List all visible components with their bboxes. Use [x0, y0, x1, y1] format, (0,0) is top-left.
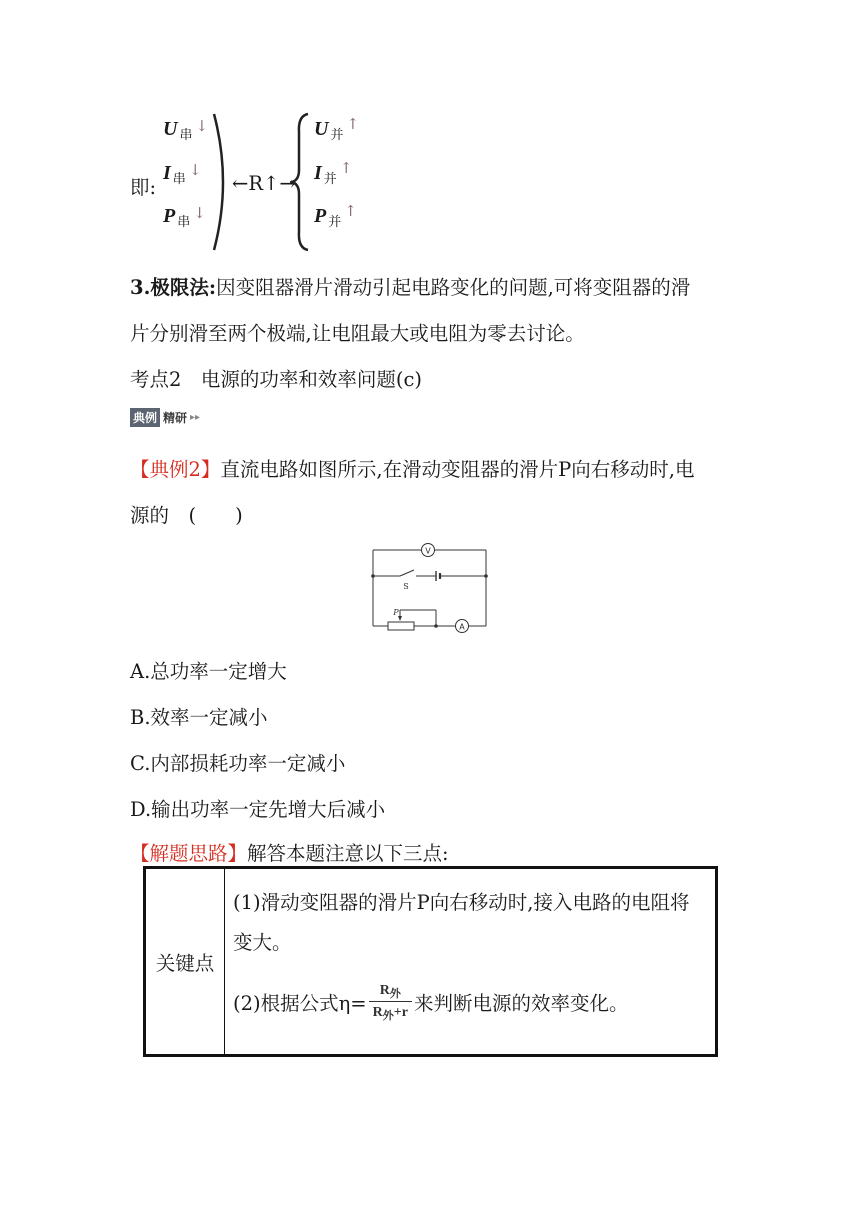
- option-d: D.输出功率一定先增大后减小: [130, 798, 386, 821]
- banner: [130, 408, 200, 426]
- efficiency-fraction: $\frac{R_外}{R_外+r}$: [369, 982, 412, 1021]
- method3-line2: 片分别滑至两个极端,让电阻最大或电阻为零去讨论。: [130, 322, 585, 345]
- ammeter-label: A: [459, 622, 465, 632]
- banner-arrow-icon: ▸▸: [190, 411, 201, 423]
- solution-heading: 【解题思路】解答本题注意以下三点:: [130, 842, 449, 865]
- parallel-i: I $_并$↑: [314, 159, 353, 187]
- example-line2: 源的 ( ): [130, 504, 243, 527]
- option-a: A.总功率一定增大: [130, 660, 287, 683]
- option-b: B.效率一定减小: [130, 706, 268, 729]
- point2: (2)根据公式η= $\frac{R_外}{R_外+r}$ 来判断电源的效率变化。: [233, 983, 629, 1022]
- series-u: U $_串$↓: [163, 117, 209, 143]
- voltmeter-label: V: [425, 546, 431, 556]
- formula-prefix: 即:: [130, 176, 157, 199]
- topic-heading: 考点2 电源的功率和效率问题(c): [130, 368, 423, 391]
- series-p: P $_串$↓: [163, 204, 206, 230]
- key-points-table: [143, 866, 718, 1057]
- option-c: C.内部损耗功率一定减小: [130, 752, 346, 775]
- key-label-cell: 关键点: [145, 868, 225, 1056]
- formula-middle: ←R↑→: [232, 172, 296, 195]
- circuit-diagram: [370, 540, 492, 634]
- example-line1: 【典例2】直流电路如图所示,在滑动变阻器的滑片P向右移动时,电: [130, 458, 695, 481]
- right-paren-icon: [210, 112, 234, 252]
- point1-line2: 变大。: [233, 930, 292, 954]
- series-i: I $_串$↓: [163, 161, 202, 187]
- switch-label: S: [403, 582, 409, 591]
- banner-part1: 典例: [130, 408, 160, 427]
- slider-label: P: [393, 608, 399, 617]
- parallel-u: U $_并$↑: [314, 115, 360, 143]
- parallel-p: P $_并$↑: [314, 202, 357, 230]
- point1-line1: (1)滑动变阻器的滑片P向右移动时,接入电路的电阻将: [233, 890, 690, 914]
- method3-line1: 3.极限法:因变阻器滑片滑动引起电路变化的问题,可将变阻器的滑: [130, 276, 691, 299]
- left-brace-icon: [290, 112, 312, 252]
- banner-part2: 精研: [163, 410, 188, 425]
- key-content-cell: [225, 868, 717, 1056]
